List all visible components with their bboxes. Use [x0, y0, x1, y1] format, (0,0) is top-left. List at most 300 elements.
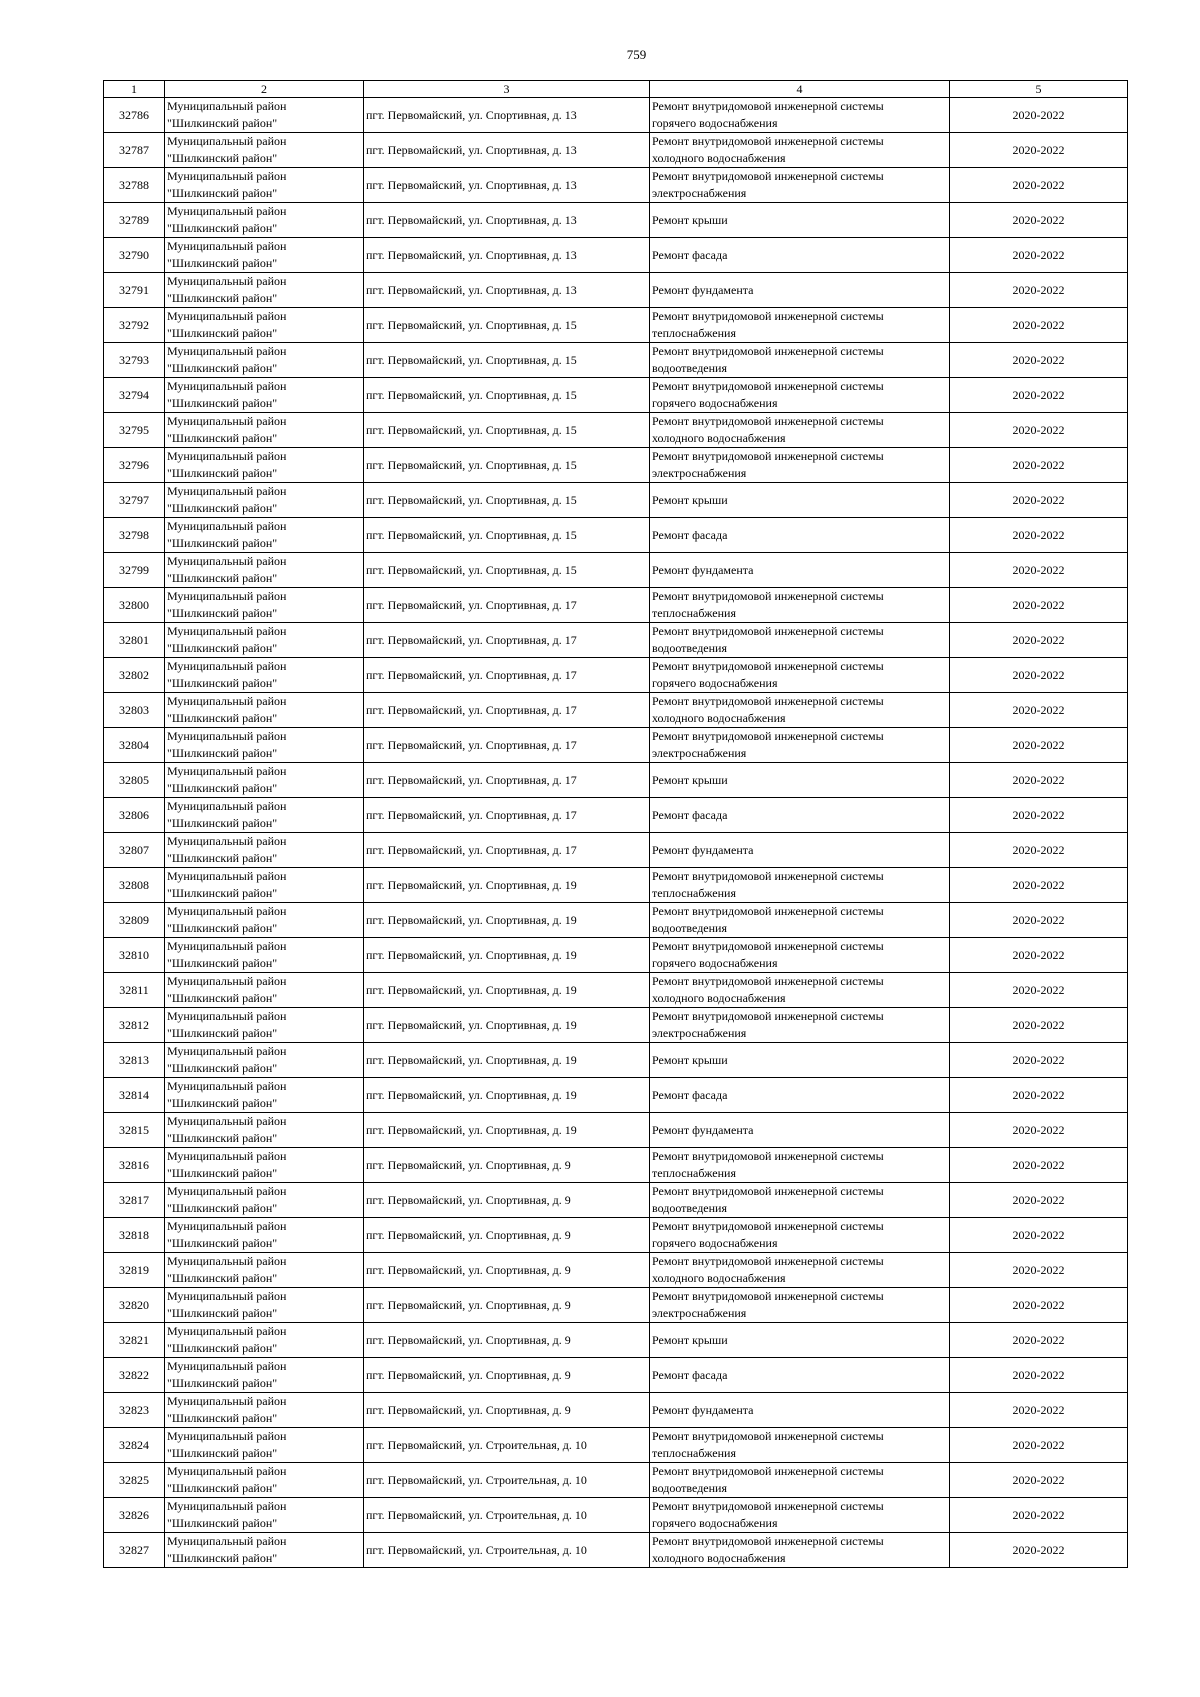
- table-row: [104, 588, 1128, 623]
- district-cell: [165, 1288, 364, 1323]
- work-type-cell: [650, 273, 950, 308]
- district-cell: [165, 133, 364, 168]
- row-number-cell: 32790: [104, 238, 165, 273]
- work-type-line: Ремонт фундамента: [652, 562, 754, 577]
- district-cell: [165, 658, 364, 693]
- row-number-cell: 32810: [104, 938, 165, 973]
- work-type-cell: [650, 798, 950, 833]
- period-cell: 2020-2022: [950, 938, 1128, 973]
- row-number-cell: 32812: [104, 1008, 165, 1043]
- district-line: Муниципальный район: [167, 1324, 287, 1338]
- district-cell: [165, 1358, 364, 1393]
- district-cell: [165, 693, 364, 728]
- district-cell: [165, 273, 364, 308]
- district-line: "Шилкинский район": [167, 1551, 278, 1565]
- address-cell: пгт. Первомайский, ул. Спортивная, д. 13: [364, 168, 650, 203]
- district-line: "Шилкинский район": [167, 711, 278, 725]
- address-cell: пгт. Первомайский, ул. Спортивная, д. 9: [364, 1148, 650, 1183]
- address-cell: пгт. Первомайский, ул. Спортивная, д. 15: [364, 378, 650, 413]
- district-line: "Шилкинский район": [167, 221, 278, 235]
- district-line: "Шилкинский район": [167, 431, 278, 445]
- address-cell: пгт. Первомайский, ул. Спортивная, д. 19: [364, 973, 650, 1008]
- table-row: [104, 308, 1128, 343]
- work-type-line: холодного водоснабжения: [652, 991, 786, 1005]
- table-row: [104, 483, 1128, 518]
- district-line: Муниципальный район: [167, 799, 287, 813]
- work-type-line: Ремонт фасада: [652, 247, 728, 262]
- period-cell: 2020-2022: [950, 1008, 1128, 1043]
- work-type-line: электроснабжения: [652, 1026, 747, 1040]
- work-type-cell: [650, 168, 950, 203]
- district-line: Муниципальный район: [167, 1079, 287, 1093]
- table-row: [104, 868, 1128, 903]
- district-line: Муниципальный район: [167, 379, 287, 393]
- district-cell: [165, 1148, 364, 1183]
- work-type-cell: [650, 483, 950, 518]
- work-type-line: холодного водоснабжения: [652, 1271, 786, 1285]
- address-cell: пгт. Первомайский, ул. Спортивная, д. 17: [364, 833, 650, 868]
- row-number-cell: 32808: [104, 868, 165, 903]
- period-cell: 2020-2022: [950, 1288, 1128, 1323]
- work-type-cell: [650, 903, 950, 938]
- work-type-line: водоотведения: [652, 921, 727, 935]
- period-cell: 2020-2022: [950, 448, 1128, 483]
- address-cell: пгт. Первомайский, ул. Спортивная, д. 19: [364, 1043, 650, 1078]
- work-type-line: теплоснабжения: [652, 1446, 736, 1460]
- work-type-line: Ремонт внутридомовой инженерной системы: [652, 1534, 884, 1548]
- district-line: "Шилкинский район": [167, 256, 278, 270]
- work-type-cell: [650, 693, 950, 728]
- work-type-line: холодного водоснабжения: [652, 711, 786, 725]
- address-cell: пгт. Первомайский, ул. Спортивная, д. 15: [364, 553, 650, 588]
- period-cell: 2020-2022: [950, 483, 1128, 518]
- period-cell: 2020-2022: [950, 1463, 1128, 1498]
- district-line: "Шилкинский район": [167, 291, 278, 305]
- row-number-cell: 32809: [104, 903, 165, 938]
- work-type-line: Ремонт внутридомовой инженерной системы: [652, 379, 884, 393]
- district-line: "Шилкинский район": [167, 1026, 278, 1040]
- table-row: [104, 1183, 1128, 1218]
- work-type-line: горячего водоснабжения: [652, 956, 778, 970]
- period-cell: 2020-2022: [950, 343, 1128, 378]
- district-line: "Шилкинский район": [167, 186, 278, 200]
- work-type-cell: [650, 1043, 950, 1078]
- row-number-cell: 32817: [104, 1183, 165, 1218]
- work-type-line: теплоснабжения: [652, 886, 736, 900]
- work-type-cell: [650, 238, 950, 273]
- table-row: [104, 1358, 1128, 1393]
- address-cell: пгт. Первомайский, ул. Спортивная, д. 19: [364, 1078, 650, 1113]
- column-header: 5: [950, 81, 1128, 98]
- work-type-cell: [650, 133, 950, 168]
- district-line: Муниципальный район: [167, 1499, 287, 1513]
- table-row: [104, 203, 1128, 238]
- table-row: [104, 728, 1128, 763]
- address-cell: пгт. Первомайский, ул. Спортивная, д. 17: [364, 763, 650, 798]
- district-line: "Шилкинский район": [167, 851, 278, 865]
- table-row: [104, 1218, 1128, 1253]
- row-number-cell: 32788: [104, 168, 165, 203]
- district-cell: [165, 1393, 364, 1428]
- period-cell: 2020-2022: [950, 693, 1128, 728]
- address-cell: пгт. Первомайский, ул. Строительная, д. 10: [364, 1533, 650, 1568]
- work-type-line: Ремонт внутридомовой инженерной системы: [652, 1149, 884, 1163]
- table-row: [104, 693, 1128, 728]
- district-line: Муниципальный район: [167, 1359, 287, 1373]
- work-type-line: Ремонт внутридомовой инженерной системы: [652, 659, 884, 673]
- work-type-line: Ремонт внутридомовой инженерной системы: [652, 449, 884, 463]
- district-line: Муниципальный район: [167, 1219, 287, 1233]
- column-header: 3: [364, 81, 650, 98]
- work-type-cell: [650, 1008, 950, 1043]
- column-header: 1: [104, 81, 165, 98]
- address-cell: пгт. Первомайский, ул. Спортивная, д. 13: [364, 273, 650, 308]
- work-type-line: Ремонт фундамента: [652, 282, 754, 297]
- period-cell: 2020-2022: [950, 973, 1128, 1008]
- column-header: 2: [165, 81, 364, 98]
- district-line: "Шилкинский район": [167, 1201, 278, 1215]
- period-cell: 2020-2022: [950, 238, 1128, 273]
- district-line: "Шилкинский район": [167, 361, 278, 375]
- work-type-line: Ремонт внутридомовой инженерной системы: [652, 1219, 884, 1233]
- work-type-cell: [650, 1218, 950, 1253]
- district-line: "Шилкинский район": [167, 956, 278, 970]
- address-cell: пгт. Первомайский, ул. Спортивная, д. 9: [364, 1253, 650, 1288]
- table-row: [104, 763, 1128, 798]
- work-type-cell: [650, 448, 950, 483]
- work-type-cell: [650, 553, 950, 588]
- address-cell: пгт. Первомайский, ул. Строительная, д. 10: [364, 1428, 650, 1463]
- address-cell: пгт. Первомайский, ул. Спортивная, д. 9: [364, 1358, 650, 1393]
- district-line: Муниципальный район: [167, 659, 287, 673]
- row-number-cell: 32791: [104, 273, 165, 308]
- district-line: "Шилкинский район": [167, 466, 278, 480]
- district-line: Муниципальный район: [167, 309, 287, 323]
- district-line: "Шилкинский район": [167, 571, 278, 585]
- table-row: [104, 1393, 1128, 1428]
- table-row: [104, 798, 1128, 833]
- work-type-line: Ремонт внутридомовой инженерной системы: [652, 414, 884, 428]
- work-type-cell: [650, 938, 950, 973]
- district-line: Муниципальный район: [167, 694, 287, 708]
- district-line: Муниципальный район: [167, 1464, 287, 1478]
- period-cell: 2020-2022: [950, 1498, 1128, 1533]
- table-row: [104, 1008, 1128, 1043]
- work-type-line: Ремонт фундамента: [652, 842, 754, 857]
- district-cell: [165, 1463, 364, 1498]
- table-row: [104, 98, 1128, 133]
- work-type-line: Ремонт внутридомовой инженерной системы: [652, 624, 884, 638]
- district-cell: [165, 1183, 364, 1218]
- district-line: Муниципальный район: [167, 169, 287, 183]
- district-line: Муниципальный район: [167, 1254, 287, 1268]
- work-type-line: Ремонт внутридомовой инженерной системы: [652, 729, 884, 743]
- address-cell: пгт. Первомайский, ул. Строительная, д. 10: [364, 1498, 650, 1533]
- work-type-line: Ремонт крыши: [652, 1052, 728, 1067]
- row-number-cell: 32823: [104, 1393, 165, 1428]
- work-type-line: Ремонт фундамента: [652, 1402, 754, 1417]
- work-type-line: Ремонт внутридомовой инженерной системы: [652, 1184, 884, 1198]
- district-line: "Шилкинский район": [167, 1306, 278, 1320]
- period-cell: 2020-2022: [950, 903, 1128, 938]
- table-row: [104, 1253, 1128, 1288]
- period-cell: 2020-2022: [950, 1533, 1128, 1568]
- work-type-line: Ремонт внутридомовой инженерной системы: [652, 309, 884, 323]
- district-line: "Шилкинский район": [167, 1341, 278, 1355]
- works-table: [103, 80, 1128, 1568]
- work-type-line: Ремонт внутридомовой инженерной системы: [652, 869, 884, 883]
- row-number-cell: 32814: [104, 1078, 165, 1113]
- work-type-cell: [650, 1288, 950, 1323]
- row-number-cell: 32803: [104, 693, 165, 728]
- address-cell: пгт. Первомайский, ул. Спортивная, д. 19: [364, 1008, 650, 1043]
- district-line: Муниципальный район: [167, 344, 287, 358]
- district-line: "Шилкинский район": [167, 116, 278, 130]
- work-type-line: холодного водоснабжения: [652, 151, 786, 165]
- district-line: Муниципальный район: [167, 1429, 287, 1443]
- row-number-cell: 32819: [104, 1253, 165, 1288]
- work-type-line: холодного водоснабжения: [652, 1551, 786, 1565]
- work-type-line: электроснабжения: [652, 746, 747, 760]
- district-cell: [165, 1078, 364, 1113]
- district-line: "Шилкинский район": [167, 1516, 278, 1530]
- work-type-line: Ремонт внутридомовой инженерной системы: [652, 974, 884, 988]
- district-cell: [165, 518, 364, 553]
- work-type-line: Ремонт фасада: [652, 527, 728, 542]
- address-cell: пгт. Первомайский, ул. Спортивная, д. 13: [364, 238, 650, 273]
- district-cell: [165, 1428, 364, 1463]
- work-type-cell: [650, 1183, 950, 1218]
- district-line: Муниципальный район: [167, 624, 287, 638]
- row-number-cell: 32792: [104, 308, 165, 343]
- table-row: [104, 973, 1128, 1008]
- row-number-cell: 32813: [104, 1043, 165, 1078]
- district-line: Муниципальный район: [167, 974, 287, 988]
- address-cell: пгт. Первомайский, ул. Спортивная, д. 9: [364, 1183, 650, 1218]
- address-cell: пгт. Первомайский, ул. Строительная, д. 10: [364, 1463, 650, 1498]
- work-type-line: Ремонт внутридомовой инженерной системы: [652, 1464, 884, 1478]
- work-type-line: Ремонт крыши: [652, 492, 728, 507]
- district-line: "Шилкинский район": [167, 1096, 278, 1110]
- district-cell: [165, 868, 364, 903]
- address-cell: пгт. Первомайский, ул. Спортивная, д. 15: [364, 483, 650, 518]
- work-type-cell: [650, 1463, 950, 1498]
- row-number-cell: 32822: [104, 1358, 165, 1393]
- work-type-line: теплоснабжения: [652, 326, 736, 340]
- period-cell: 2020-2022: [950, 1393, 1128, 1428]
- district-cell: [165, 378, 364, 413]
- district-line: "Шилкинский район": [167, 1446, 278, 1460]
- district-cell: [165, 1533, 364, 1568]
- table-row: [104, 343, 1128, 378]
- district-line: Муниципальный район: [167, 1534, 287, 1548]
- district-line: "Шилкинский район": [167, 676, 278, 690]
- district-line: Муниципальный район: [167, 99, 287, 113]
- district-cell: [165, 483, 364, 518]
- district-cell: [165, 973, 364, 1008]
- district-line: Муниципальный район: [167, 1044, 287, 1058]
- district-line: "Шилкинский район": [167, 641, 278, 655]
- work-type-cell: [650, 98, 950, 133]
- district-line: Муниципальный район: [167, 869, 287, 883]
- period-cell: 2020-2022: [950, 553, 1128, 588]
- row-number-cell: 32802: [104, 658, 165, 693]
- table-row: [104, 168, 1128, 203]
- work-type-cell: [650, 1113, 950, 1148]
- work-type-line: холодного водоснабжения: [652, 431, 786, 445]
- address-cell: пгт. Первомайский, ул. Спортивная, д. 13: [364, 133, 650, 168]
- work-type-line: Ремонт внутридомовой инженерной системы: [652, 1009, 884, 1023]
- period-cell: 2020-2022: [950, 623, 1128, 658]
- table-row: [104, 133, 1128, 168]
- work-type-cell: [650, 1428, 950, 1463]
- table-row: [104, 518, 1128, 553]
- period-cell: 2020-2022: [950, 1113, 1128, 1148]
- district-line: Муниципальный район: [167, 1289, 287, 1303]
- work-type-line: горячего водоснабжения: [652, 1236, 778, 1250]
- period-cell: 2020-2022: [950, 518, 1128, 553]
- district-line: Муниципальный район: [167, 1149, 287, 1163]
- district-cell: [165, 448, 364, 483]
- district-cell: [165, 1113, 364, 1148]
- row-number-cell: 32797: [104, 483, 165, 518]
- work-type-line: водоотведения: [652, 641, 727, 655]
- work-type-line: горячего водоснабжения: [652, 676, 778, 690]
- work-type-cell: [650, 658, 950, 693]
- work-type-line: Ремонт внутридомовой инженерной системы: [652, 1499, 884, 1513]
- district-cell: [165, 588, 364, 623]
- work-type-cell: [650, 868, 950, 903]
- work-type-cell: [650, 1393, 950, 1428]
- district-line: "Шилкинский район": [167, 326, 278, 340]
- district-line: Муниципальный район: [167, 834, 287, 848]
- row-number-cell: 32824: [104, 1428, 165, 1463]
- address-cell: пгт. Первомайский, ул. Спортивная, д. 19: [364, 1113, 650, 1148]
- row-number-cell: 32820: [104, 1288, 165, 1323]
- address-cell: пгт. Первомайский, ул. Спортивная, д. 17: [364, 623, 650, 658]
- work-type-cell: [650, 343, 950, 378]
- address-cell: пгт. Первомайский, ул. Спортивная, д. 9: [364, 1218, 650, 1253]
- work-type-cell: [650, 413, 950, 448]
- period-cell: 2020-2022: [950, 308, 1128, 343]
- address-cell: пгт. Первомайский, ул. Спортивная, д. 15: [364, 343, 650, 378]
- district-line: Муниципальный район: [167, 554, 287, 568]
- work-type-line: Ремонт внутридомовой инженерной системы: [652, 1429, 884, 1443]
- table-row: [104, 1463, 1128, 1498]
- district-cell: [165, 238, 364, 273]
- district-cell: [165, 1253, 364, 1288]
- work-type-cell: [650, 1078, 950, 1113]
- district-line: Муниципальный район: [167, 449, 287, 463]
- work-type-line: Ремонт внутридомовой инженерной системы: [652, 169, 884, 183]
- district-cell: [165, 833, 364, 868]
- district-cell: [165, 1218, 364, 1253]
- district-cell: [165, 1008, 364, 1043]
- district-line: "Шилкинский район": [167, 1061, 278, 1075]
- period-cell: 2020-2022: [950, 168, 1128, 203]
- district-cell: [165, 903, 364, 938]
- work-type-line: Ремонт внутридомовой инженерной системы: [652, 99, 884, 113]
- district-cell: [165, 1323, 364, 1358]
- district-line: "Шилкинский район": [167, 886, 278, 900]
- district-line: Муниципальный район: [167, 414, 287, 428]
- district-line: "Шилкинский район": [167, 606, 278, 620]
- work-type-line: водоотведения: [652, 1481, 727, 1495]
- period-cell: 2020-2022: [950, 833, 1128, 868]
- work-type-cell: [650, 1323, 950, 1358]
- address-cell: пгт. Первомайский, ул. Спортивная, д. 19: [364, 903, 650, 938]
- work-type-line: теплоснабжения: [652, 1166, 736, 1180]
- work-type-cell: [650, 833, 950, 868]
- district-line: "Шилкинский район": [167, 151, 278, 165]
- district-line: Муниципальный район: [167, 1184, 287, 1198]
- address-cell: пгт. Первомайский, ул. Спортивная, д. 13: [364, 203, 650, 238]
- work-type-line: Ремонт внутридомовой инженерной системы: [652, 939, 884, 953]
- table-row: [104, 378, 1128, 413]
- district-cell: [165, 763, 364, 798]
- table-row: [104, 1148, 1128, 1183]
- work-type-line: Ремонт фасада: [652, 807, 728, 822]
- address-cell: пгт. Первомайский, ул. Спортивная, д. 9: [364, 1288, 650, 1323]
- work-type-cell: [650, 588, 950, 623]
- row-number-cell: 32818: [104, 1218, 165, 1253]
- row-number-cell: 32801: [104, 623, 165, 658]
- period-cell: 2020-2022: [950, 868, 1128, 903]
- district-cell: [165, 728, 364, 763]
- table-row: [104, 1043, 1128, 1078]
- work-type-line: Ремонт внутридомовой инженерной системы: [652, 589, 884, 603]
- district-line: Муниципальный район: [167, 519, 287, 533]
- row-number-cell: 32821: [104, 1323, 165, 1358]
- table-row: [104, 238, 1128, 273]
- address-cell: пгт. Первомайский, ул. Спортивная, д. 15: [364, 413, 650, 448]
- work-type-line: электроснабжения: [652, 466, 747, 480]
- work-type-line: электроснабжения: [652, 1306, 747, 1320]
- work-type-cell: [650, 308, 950, 343]
- district-cell: [165, 798, 364, 833]
- address-cell: пгт. Первомайский, ул. Спортивная, д. 13: [364, 98, 650, 133]
- work-type-line: Ремонт крыши: [652, 1332, 728, 1347]
- address-cell: пгт. Первомайский, ул. Спортивная, д. 19: [364, 868, 650, 903]
- work-type-line: Ремонт фасада: [652, 1367, 728, 1382]
- district-cell: [165, 1043, 364, 1078]
- district-cell: [165, 168, 364, 203]
- district-line: "Шилкинский район": [167, 781, 278, 795]
- address-cell: пгт. Первомайский, ул. Спортивная, д. 17: [364, 798, 650, 833]
- row-number-cell: 32787: [104, 133, 165, 168]
- district-line: Муниципальный район: [167, 274, 287, 288]
- row-number-cell: 32815: [104, 1113, 165, 1148]
- period-cell: 2020-2022: [950, 1218, 1128, 1253]
- period-cell: 2020-2022: [950, 798, 1128, 833]
- work-type-cell: [650, 1358, 950, 1393]
- district-line: "Шилкинский район": [167, 921, 278, 935]
- period-cell: 2020-2022: [950, 1148, 1128, 1183]
- work-type-cell: [650, 1148, 950, 1183]
- district-cell: [165, 203, 364, 238]
- work-type-cell: [650, 1498, 950, 1533]
- table-row: [104, 448, 1128, 483]
- work-type-cell: [650, 623, 950, 658]
- district-line: "Шилкинский район": [167, 1481, 278, 1495]
- district-line: Муниципальный район: [167, 904, 287, 918]
- table-row: [104, 623, 1128, 658]
- work-type-line: Ремонт фасада: [652, 1087, 728, 1102]
- district-cell: [165, 413, 364, 448]
- district-line: "Шилкинский район": [167, 1166, 278, 1180]
- period-cell: 2020-2022: [950, 203, 1128, 238]
- period-cell: 2020-2022: [950, 728, 1128, 763]
